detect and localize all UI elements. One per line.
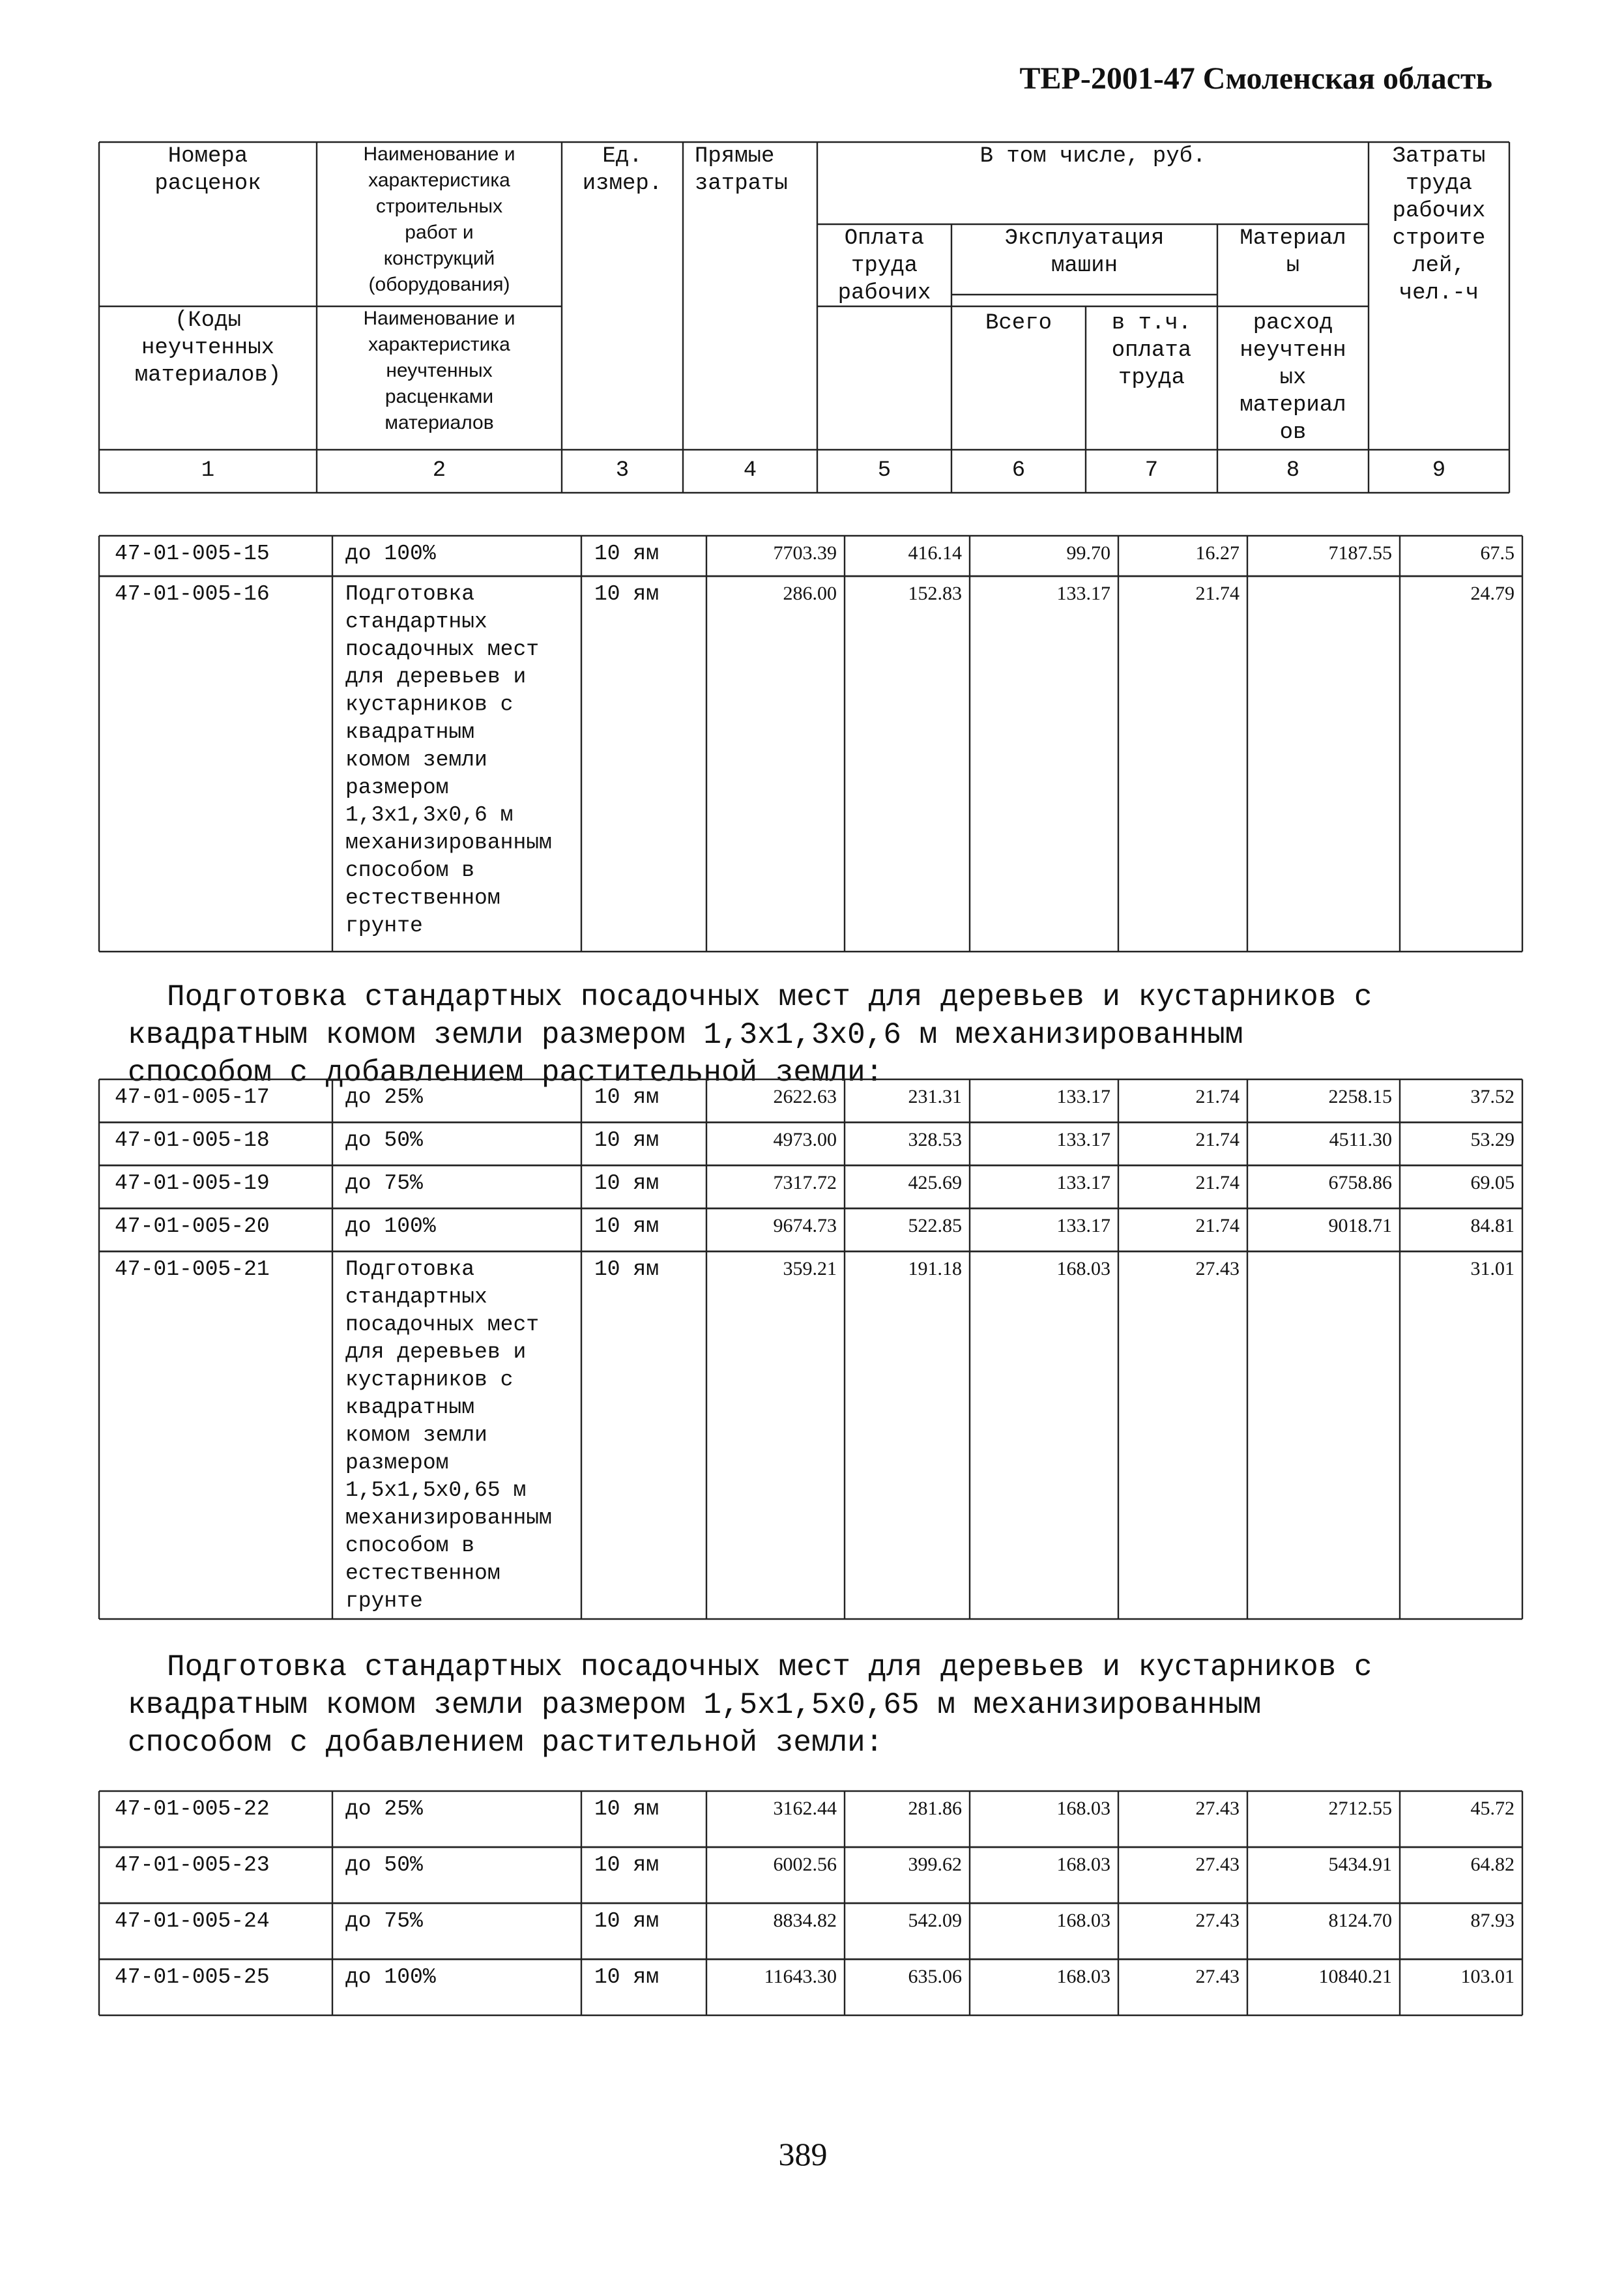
machine-wages-value: 21.74 — [1195, 583, 1240, 604]
table-header — [99, 142, 1509, 493]
materials-value: 2258.15 — [1328, 1086, 1392, 1107]
rate-code: 47-01-005-20 — [115, 1214, 270, 1238]
work-description: 1,3х1,3х0,6 м — [345, 803, 514, 828]
rate-code: 47-01-005-18 — [115, 1128, 270, 1152]
column-header-consumption: расход — [1253, 311, 1333, 336]
machine-wages-value: 27.43 — [1195, 1910, 1240, 1931]
machines-total: 168.03 — [1056, 1910, 1110, 1931]
direct-costs: 7317.72 — [773, 1172, 837, 1193]
table-row — [99, 1208, 1522, 1251]
work-description: до 25% — [345, 1797, 423, 1821]
work-description: посадочных мест — [345, 1312, 540, 1337]
direct-costs: 11643.30 — [764, 1966, 837, 1987]
direct-costs: 9674.73 — [773, 1215, 837, 1236]
rate-code: 47-01-005-16 — [115, 582, 270, 606]
column-header-codes: неучтенных — [141, 336, 275, 360]
machine-wages-value: 21.74 — [1195, 1172, 1240, 1193]
column-header-consumption: ов — [1279, 420, 1307, 445]
machines-total: 99.70 — [1066, 542, 1110, 564]
work-description: до 75% — [345, 1909, 423, 1933]
materials-value: 8124.70 — [1328, 1910, 1392, 1931]
column-header-wages: Оплата — [844, 226, 925, 251]
wages-value: 399.62 — [908, 1854, 962, 1875]
materials-value: 10840.21 — [1318, 1966, 1392, 1987]
column-header-labor: строите — [1392, 226, 1486, 251]
machine-wages-value: 27.43 — [1195, 1854, 1240, 1875]
column-header-work-name: конструкций — [383, 248, 495, 269]
direct-costs: 6002.56 — [773, 1854, 837, 1875]
machines-total: 133.17 — [1056, 1086, 1110, 1107]
section-heading-1 — [128, 980, 1372, 1090]
unit-of-measure: 10 ям — [594, 1214, 660, 1238]
work-description: до 50% — [345, 1128, 423, 1152]
materials-value: 6758.86 — [1328, 1172, 1392, 1193]
column-header-material-name: материалов — [384, 412, 494, 433]
machines-total: 133.17 — [1056, 1172, 1110, 1193]
work-description: кустарников с — [345, 1367, 514, 1392]
work-description: стандартных — [345, 609, 487, 634]
unit-of-measure: 10 ям — [594, 1797, 660, 1821]
machines-total: 133.17 — [1056, 583, 1110, 604]
work-description: размером — [345, 1450, 449, 1475]
rate-code: 47-01-005-19 — [115, 1171, 270, 1195]
table-row — [99, 1903, 1522, 1959]
column-header-labor: чел.-ч — [1399, 281, 1479, 306]
work-description: естественном — [345, 1561, 500, 1586]
column-number: 1 — [201, 458, 215, 483]
wages-value: 152.83 — [908, 583, 962, 604]
work-description: до 100% — [345, 1214, 436, 1238]
machine-wages-value: 21.74 — [1195, 1215, 1240, 1236]
column-number: 8 — [1286, 458, 1300, 483]
table-row — [99, 1122, 1522, 1165]
labor-value: 64.82 — [1470, 1854, 1515, 1875]
table-row — [99, 1847, 1522, 1903]
wages-value: 542.09 — [908, 1910, 962, 1931]
work-description: комом земли — [345, 1423, 487, 1448]
column-header-materials: ы — [1286, 254, 1300, 278]
column-header-labor: труда — [1405, 171, 1473, 196]
work-description: комом земли — [345, 748, 487, 772]
labor-value: 87.93 — [1470, 1910, 1515, 1931]
work-description: до 100% — [345, 542, 436, 566]
wages-value: 231.31 — [908, 1086, 962, 1107]
table-row — [99, 536, 1522, 576]
labor-value: 45.72 — [1470, 1798, 1515, 1819]
unit-of-measure: 10 ям — [594, 1909, 660, 1933]
wages-value: 328.53 — [908, 1129, 962, 1150]
unit-of-measure: 10 ям — [594, 542, 660, 566]
work-description: посадочных мест — [345, 637, 540, 662]
section-heading-line: квадратным комом земли размером 1,5х1,5х0,65 м механизированным — [128, 1688, 1262, 1722]
labor-value: 103.01 — [1460, 1966, 1515, 1987]
section-heading-line: квадратным комом земли размером 1,3х1,3х0,6 м механизированным — [128, 1018, 1243, 1052]
rate-code: 47-01-005-22 — [115, 1797, 270, 1821]
direct-costs: 3162.44 — [773, 1798, 837, 1819]
work-description: способом в — [345, 858, 475, 883]
column-header-work-name: работ и — [405, 222, 474, 243]
column-number: 3 — [615, 458, 630, 483]
rate-code: 47-01-005-15 — [115, 542, 270, 566]
direct-costs: 359.21 — [783, 1258, 837, 1279]
rate-code: 47-01-005-24 — [115, 1909, 270, 1933]
direct-costs: 7703.39 — [773, 542, 837, 564]
wages-value: 191.18 — [908, 1258, 962, 1279]
machine-wages-value: 21.74 — [1195, 1129, 1240, 1150]
column-header-material-name: Наименование и — [363, 308, 515, 329]
labor-value: 24.79 — [1470, 583, 1515, 604]
column-number: 4 — [743, 458, 757, 483]
materials-value: 2712.55 — [1328, 1798, 1392, 1819]
table-row — [99, 1791, 1522, 1847]
work-description: грунте — [345, 913, 423, 938]
machines-total: 168.03 — [1056, 1798, 1110, 1819]
work-description: механизированным — [345, 1506, 552, 1530]
section-heading-line: Подготовка стандартных посадочных мест для деревьев и кустарников с — [167, 980, 1372, 1014]
machines-total: 168.03 — [1056, 1854, 1110, 1875]
column-header-machine-wages: оплата — [1111, 338, 1192, 363]
column-header-work-name: характеристика — [368, 169, 510, 191]
unit-of-measure: 10 ям — [594, 1965, 660, 1989]
machine-wages-value: 21.74 — [1195, 1086, 1240, 1107]
materials-value: 4511.30 — [1329, 1129, 1392, 1150]
section-heading-line: Подготовка стандартных посадочных мест для деревьев и кустарников с — [167, 1650, 1372, 1684]
column-header-machine-wages: труда — [1118, 366, 1185, 390]
column-number: 5 — [877, 458, 892, 483]
column-header-materials: Материал — [1240, 226, 1346, 251]
column-header-rate-number: Номера — [167, 144, 248, 169]
wages-value: 425.69 — [908, 1172, 962, 1193]
rate-code: 47-01-005-25 — [115, 1965, 270, 1989]
column-number: 7 — [1144, 458, 1159, 483]
column-header-labor: Затраты — [1392, 144, 1486, 169]
work-description: кустарников с — [345, 692, 514, 717]
table-row — [99, 1251, 1522, 1619]
labor-value: 53.29 — [1470, 1129, 1515, 1150]
direct-costs: 4973.00 — [773, 1129, 837, 1150]
column-header-direct-costs: затраты — [695, 171, 788, 196]
page-number: 389 — [778, 2136, 828, 2172]
column-header-material-name: неучтенных — [386, 360, 493, 381]
unit-of-measure: 10 ям — [594, 1128, 660, 1152]
machines-total: 168.03 — [1056, 1966, 1110, 1987]
page-title: ТЕР-2001-47 Смоленская область — [1019, 61, 1492, 96]
rate-code: 47-01-005-17 — [115, 1085, 270, 1109]
column-header-labor: лей, — [1412, 254, 1466, 278]
column-header-consumption: неучтенн — [1240, 338, 1346, 363]
column-header-material-name: расценками — [384, 386, 494, 407]
unit-of-measure: 10 ям — [594, 1257, 660, 1281]
work-description: Подготовка — [345, 1257, 475, 1281]
column-header-material-name: характеристика — [368, 334, 510, 355]
unit-of-measure: 10 ям — [594, 1853, 660, 1877]
work-description: естественном — [345, 886, 500, 911]
wages-value: 635.06 — [908, 1966, 962, 1987]
wages-value: 522.85 — [908, 1215, 962, 1236]
column-header-rate-number: расценок — [154, 171, 261, 196]
column-header-unit: Ед. — [602, 144, 643, 169]
work-description: способом в — [345, 1534, 475, 1558]
direct-costs: 8834.82 — [773, 1910, 837, 1931]
wages-value: 416.14 — [908, 542, 962, 564]
direct-costs: 286.00 — [783, 583, 837, 604]
direct-costs: 2622.63 — [773, 1086, 837, 1107]
materials-value: 5434.91 — [1328, 1854, 1392, 1875]
labor-value: 84.81 — [1470, 1215, 1515, 1236]
work-description: размером — [345, 775, 449, 800]
work-description: до 100% — [345, 1965, 436, 1989]
materials-value: 7187.55 — [1328, 542, 1392, 564]
section-heading-line: способом с добавлением растительной земли: — [128, 1056, 884, 1090]
column-header-machines: машин — [1051, 254, 1118, 278]
column-header-machine-wages: в т.ч. — [1111, 311, 1192, 336]
rates-table-block-3 — [99, 1791, 1522, 2015]
work-description: грунте — [345, 1588, 423, 1613]
machine-wages-value: 27.43 — [1195, 1966, 1240, 1987]
column-header-work-name: строительных — [375, 196, 503, 217]
column-header-wages: рабочих — [837, 281, 931, 306]
column-header-unit: измер. — [582, 171, 663, 196]
work-description: до 75% — [345, 1171, 423, 1195]
work-description: 1,5х1,5х0,65 м — [345, 1478, 527, 1503]
labor-value: 69.05 — [1470, 1172, 1515, 1193]
column-header-direct-costs: Прямые — [695, 144, 775, 169]
unit-of-measure: 10 ям — [594, 1085, 660, 1109]
section-heading-2 — [128, 1650, 1372, 1760]
column-number: 2 — [432, 458, 446, 483]
rates-table-block-2 — [99, 1079, 1522, 1619]
machines-total: 133.17 — [1056, 1215, 1110, 1236]
wages-value: 281.86 — [908, 1798, 962, 1819]
rate-code: 47-01-005-21 — [115, 1257, 270, 1281]
table-row — [99, 1959, 1522, 2015]
unit-of-measure: 10 ям — [594, 582, 660, 606]
column-header-consumption: материал — [1240, 393, 1346, 418]
column-number: 9 — [1432, 458, 1446, 483]
machines-total: 133.17 — [1056, 1129, 1110, 1150]
column-header-wages: труда — [850, 254, 918, 278]
labor-value: 31.01 — [1470, 1258, 1515, 1279]
work-description: для деревьев и — [345, 1340, 527, 1365]
machine-wages-value: 16.27 — [1195, 542, 1240, 564]
column-header-labor: рабочих — [1392, 199, 1486, 224]
column-header-consumption: ых — [1279, 366, 1307, 390]
column-number: 6 — [1011, 458, 1026, 483]
table-row — [99, 1165, 1522, 1208]
work-description: механизированным — [345, 830, 552, 855]
column-header-codes: материалов) — [134, 363, 282, 388]
column-header-machines: Эксплуатация — [1004, 226, 1165, 251]
work-description: квадратным — [345, 720, 475, 744]
column-header-including: В том числе, руб. — [979, 144, 1206, 169]
work-description: до 50% — [345, 1853, 423, 1877]
labor-value: 37.52 — [1470, 1086, 1515, 1107]
materials-value: 9018.71 — [1328, 1215, 1392, 1236]
machine-wages-value: 27.43 — [1195, 1258, 1240, 1279]
work-description: стандартных — [345, 1285, 487, 1309]
machines-total: 168.03 — [1056, 1258, 1110, 1279]
machine-wages-value: 27.43 — [1195, 1798, 1240, 1819]
rate-code: 47-01-005-23 — [115, 1853, 270, 1877]
unit-of-measure: 10 ям — [594, 1171, 660, 1195]
table-row — [99, 576, 1522, 952]
column-header-work-name: Наименование и — [363, 143, 515, 165]
section-heading-line: способом с добавлением растительной земли: — [128, 1726, 884, 1760]
work-description: квадратным — [345, 1395, 475, 1420]
column-header-total: Всего — [985, 311, 1052, 336]
column-header-codes: (Коды — [174, 308, 242, 333]
labor-value: 67.5 — [1480, 542, 1515, 564]
rates-table-block-1 — [99, 536, 1522, 952]
work-description: для деревьев и — [345, 665, 527, 690]
work-description: до 25% — [345, 1085, 423, 1109]
work-description: Подготовка — [345, 582, 475, 606]
column-header-work-name: (оборудования) — [368, 274, 510, 295]
